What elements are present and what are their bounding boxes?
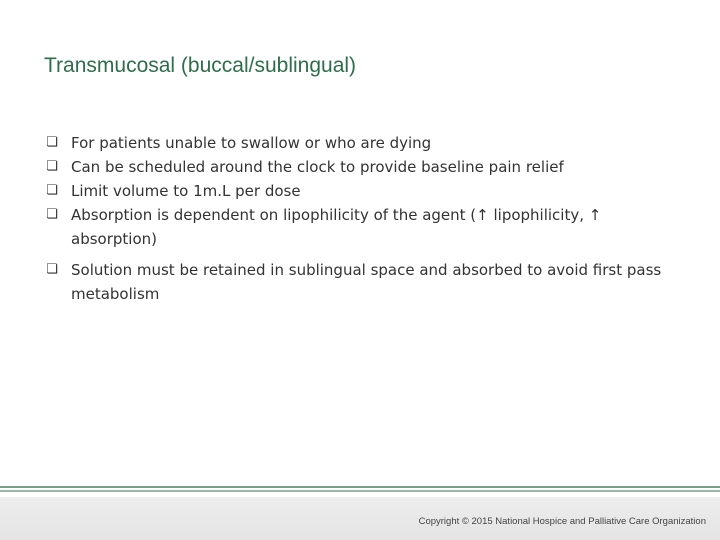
bullet-text: Limit volume to 1m.L per dose xyxy=(71,182,301,200)
bullet-list xyxy=(44,131,684,306)
checkbox-square-icon xyxy=(44,155,60,179)
bullet-text: Solution must be retained in sublingual space and absorbed to avoid first pass metabolism xyxy=(71,261,662,303)
list-item xyxy=(44,203,684,251)
bullet-text: For patients unable to swallow or who are dying xyxy=(71,134,432,152)
bullet-text: Can be scheduled around the clock to provide baseline pain relief xyxy=(71,158,564,176)
footer-rule-line xyxy=(0,490,720,492)
bullet-text: Absorption is dependent on lipophilicity of the agent (↑ lipophilicity, ↑ absorption) xyxy=(71,206,602,248)
footer-rule-line xyxy=(0,486,720,488)
checkbox-square-icon xyxy=(44,203,60,227)
checkbox-square-icon xyxy=(44,258,60,282)
list-item xyxy=(44,179,684,203)
list-item xyxy=(44,155,684,179)
list-item xyxy=(44,131,684,155)
slide-title: Transmucosal (buccal/sublingual) xyxy=(44,54,357,77)
copyright-notice: Copyright © 2015 National Hospice and Palliative Care Organization xyxy=(418,516,706,527)
slide-top-band xyxy=(0,0,720,30)
checkbox-square-icon xyxy=(44,131,60,155)
checkbox-square-icon xyxy=(44,179,60,203)
list-item xyxy=(44,258,684,306)
footer-rule xyxy=(0,486,720,496)
